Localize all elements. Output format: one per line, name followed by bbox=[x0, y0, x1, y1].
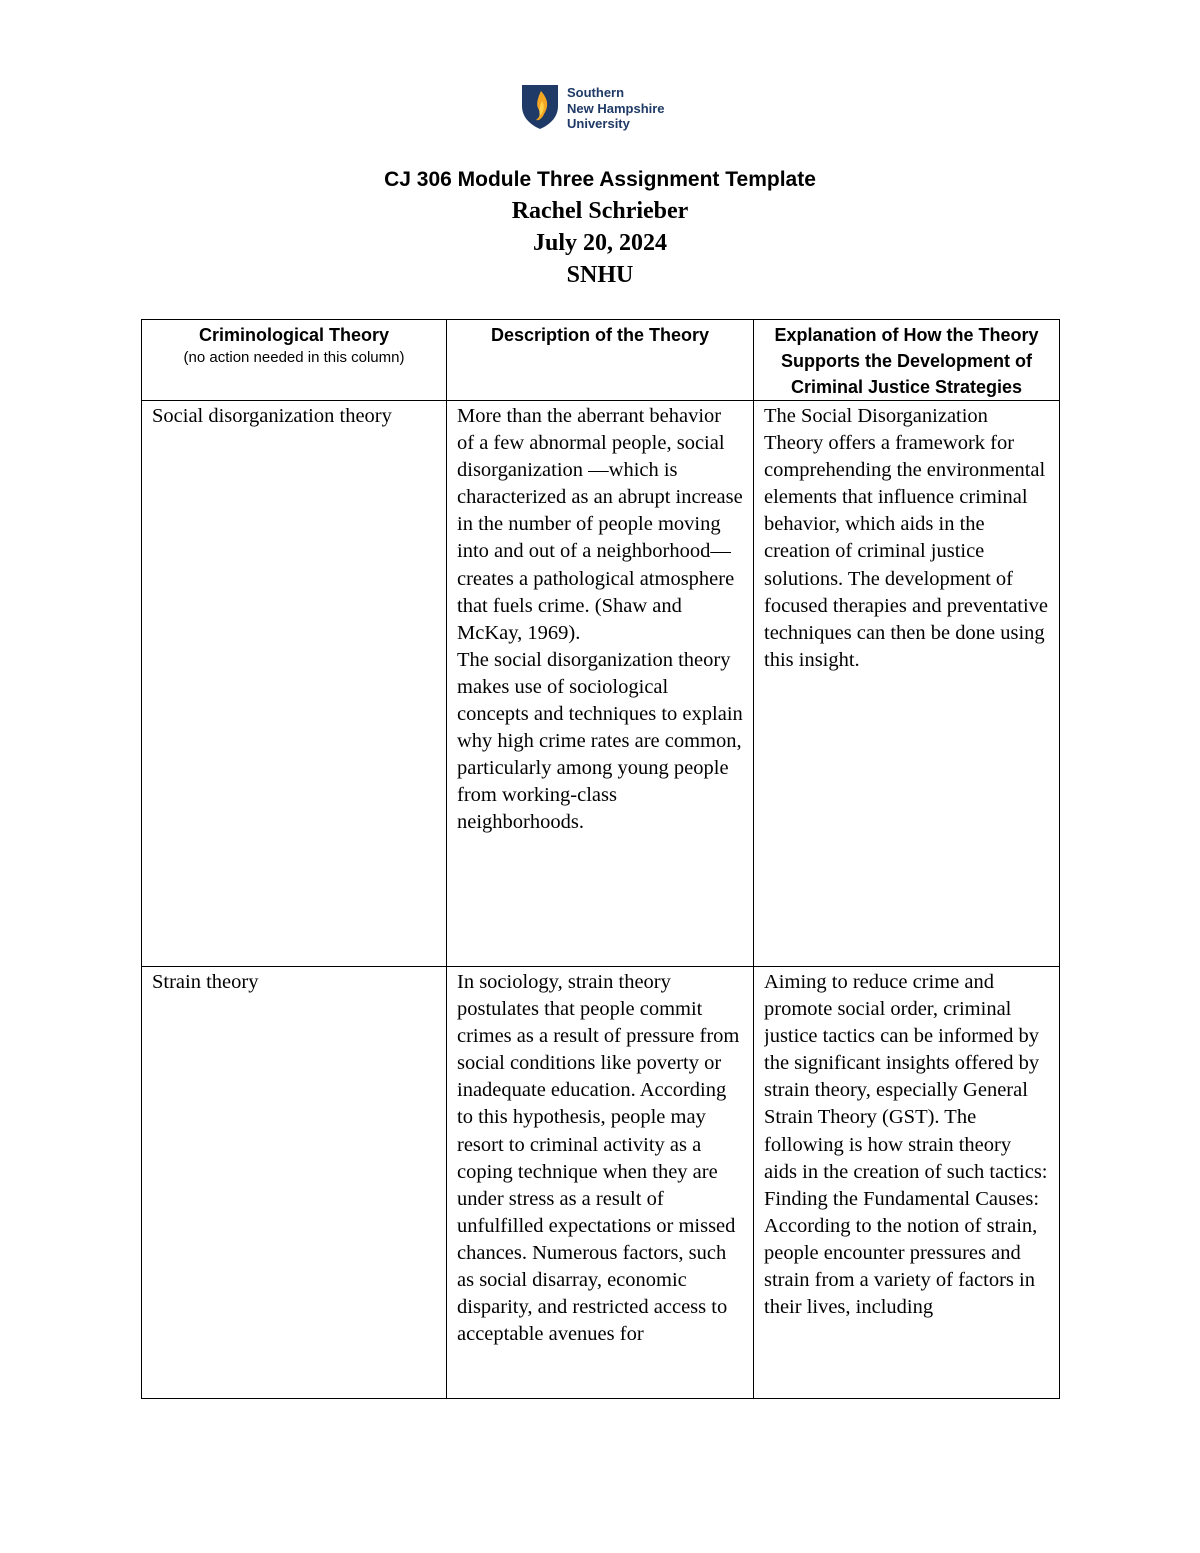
column-header-label: Criminological Theory bbox=[198, 325, 390, 345]
cell-paragraph: Aiming to reduce crime and promote social order, criminal justice tactics can be informed by the significant insights offered by strain theory, especially General Strain Theory (GST). The following is how strain theory aids in the creation of such tactics: bbox=[764, 971, 1048, 1183]
table-row bbox=[142, 967, 1060, 1400]
cell-paragraph: Finding the Fundamental Causes: According to the notion of strain, people encounter pressures and strain from a variety of factors in their lives, including bbox=[764, 1187, 1040, 1319]
document-date: July 20, 2024 bbox=[532, 230, 667, 256]
university-logo bbox=[521, 84, 691, 132]
cell-paragraph: In sociology, strain theory postulates that people commit crimes as a result of pressure from social conditions like poverty or inadequate education. According to this hypothesis, people may resort to criminal activity as a coping technique when they are under stress as a result of unfulfilled expectations or missed chances. Numerous factors, such as social disarray, economic disparity, and restricted access to acceptable avenues for bbox=[457, 971, 740, 1346]
table-row bbox=[142, 401, 1060, 967]
author-name: Rachel Schrieber bbox=[511, 198, 689, 224]
theory-table bbox=[141, 319, 1060, 1399]
column-header-explanation bbox=[754, 320, 1060, 401]
cell-paragraph: The social disorganization theory makes use of sociological concepts and techniques to explain why high crime rates are common, particularly among young people from working-class neighborhoods. bbox=[457, 648, 743, 834]
cell-paragraph: The Social Disorganization Theory offers a framework for comprehending the environmental elements that influence criminal behavior, which aids in the creation of criminal justice solutions. The development of focused therapies and preventative techniques can then be done using this insight. bbox=[764, 405, 1049, 671]
column-header-note: (no action needed in this column) bbox=[183, 349, 405, 366]
cell-content bbox=[457, 969, 743, 1399]
theory-cell bbox=[142, 967, 447, 1400]
table-bottom-rule bbox=[141, 1398, 1059, 1399]
column-header-label: Explanation of How the Theory Supports the Development of Criminal Justice Strategies bbox=[774, 325, 1039, 397]
document-title: CJ 306 Module Three Assignment Template bbox=[384, 168, 816, 191]
explanation-cell bbox=[754, 967, 1060, 1400]
cell-paragraph: More than the aberrant behavior of a few abnormal people, social disorganization —which is characterized as an abrupt increase in the number of people moving into and out of a neighborhood—creates a pathological atmosphere that fuels crime. (Shaw and McKay, 1969). bbox=[457, 405, 743, 644]
cell-content: Strain theory bbox=[152, 971, 259, 993]
table-header-row bbox=[142, 320, 1060, 401]
organization: SNHU bbox=[566, 262, 634, 288]
explanation-cell bbox=[754, 401, 1060, 967]
column-header-description bbox=[447, 320, 754, 401]
university-name-line: University bbox=[567, 116, 630, 131]
column-header-theory bbox=[142, 320, 447, 401]
cell-content bbox=[764, 969, 1049, 1399]
theory-cell: Social disorganization theory bbox=[142, 401, 447, 967]
shield-flame-icon bbox=[521, 84, 559, 130]
description-cell bbox=[447, 401, 754, 967]
description-cell bbox=[447, 967, 754, 1400]
university-name-line: New Hampshire bbox=[567, 100, 665, 116]
column-header-label: Description of the Theory bbox=[490, 325, 710, 345]
university-name-line: Southern bbox=[567, 85, 625, 100]
university-name bbox=[567, 85, 665, 132]
